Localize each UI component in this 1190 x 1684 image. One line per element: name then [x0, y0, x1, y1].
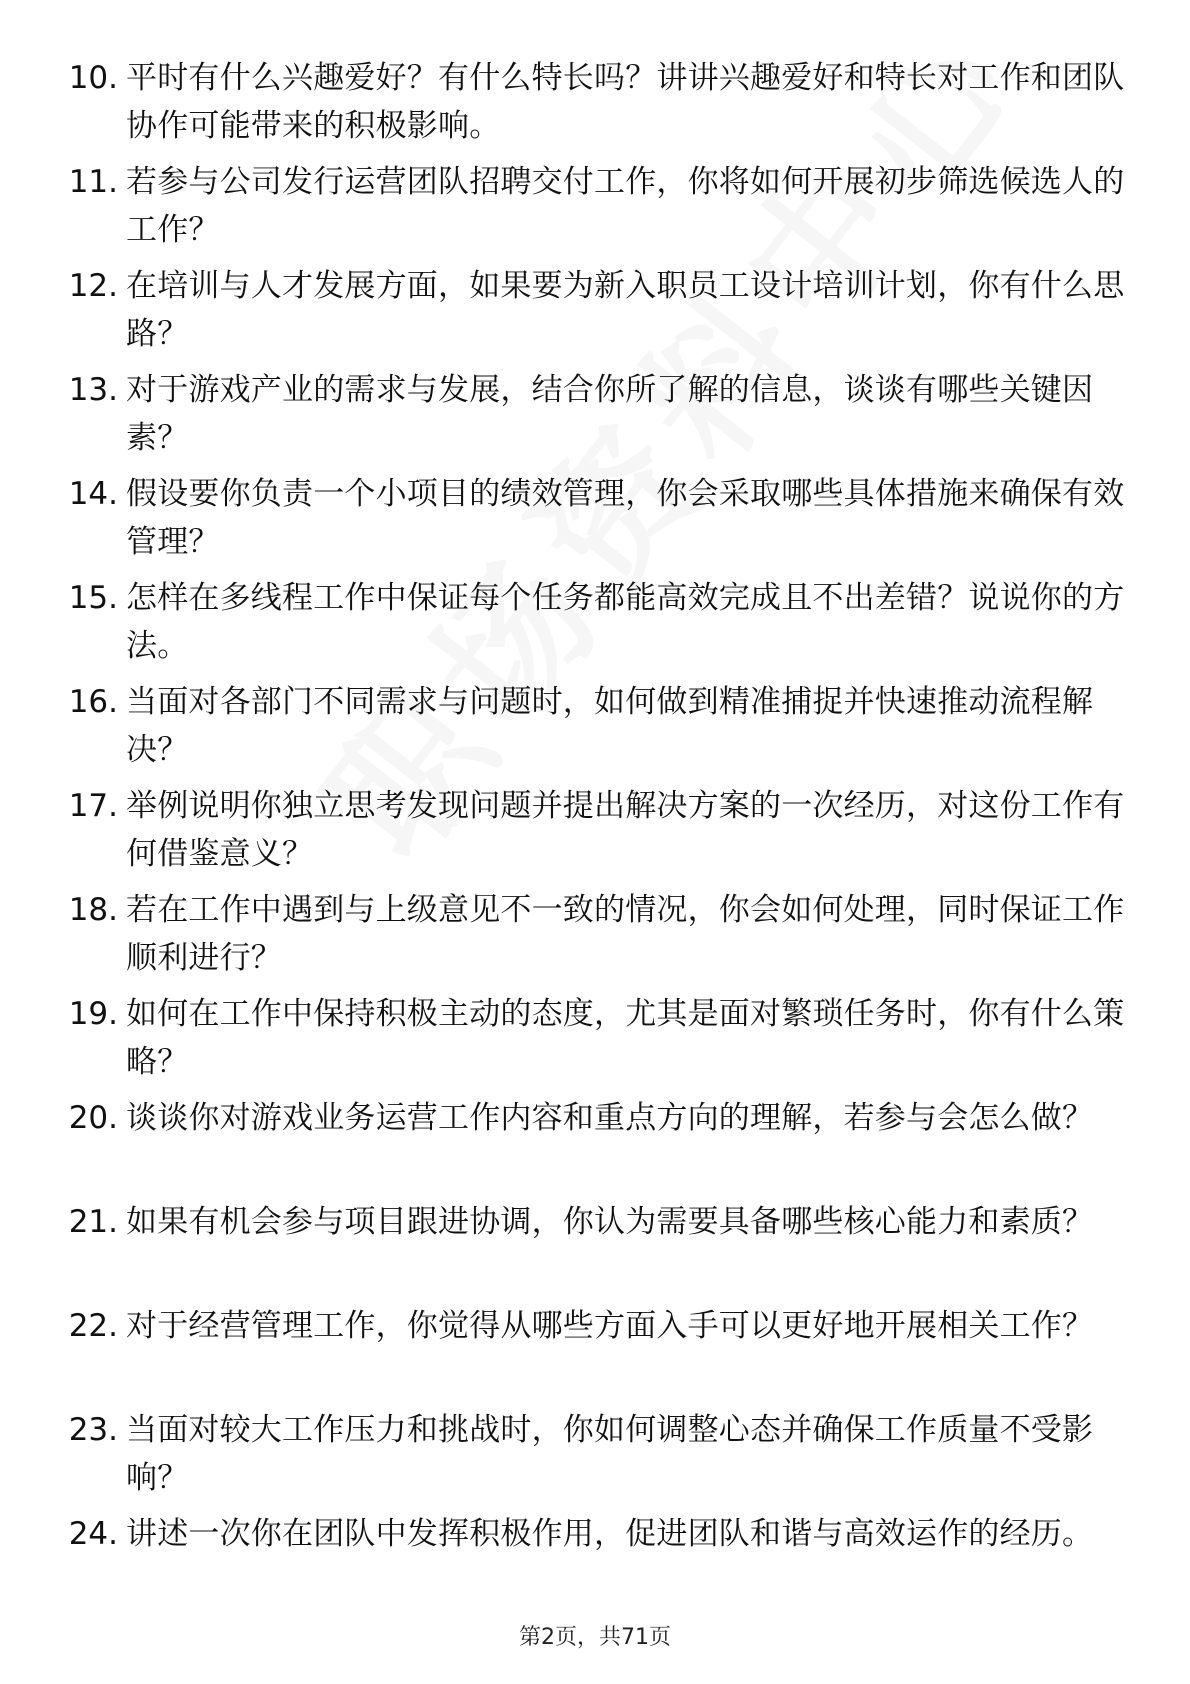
question-number: 15.: [68, 580, 118, 616]
question-text: 谈谈你对游戏业务运营工作内容和重点方向的理解，若参与会怎么做？: [126, 1100, 1094, 1136]
question-text: 举例说明你独立思考发现问题并提出解决方案的一次经历，对这份工作有何借鉴意义？: [126, 788, 1125, 872]
question-text: 对于经营管理工作，你觉得从哪些方面入手可以更好地开展相关工作？: [126, 1308, 1094, 1344]
list-item: [58, 782, 1125, 886]
list-item: [58, 678, 1118, 782]
question-list: [58, 54, 1125, 1614]
question-number: 16.: [68, 684, 118, 720]
question-text: 当面对较大工作压力和挑战时，你如何调整心态并确保工作质量不受影响？: [126, 1412, 1094, 1496]
question-text: 平时有什么兴趣爱好？有什么特长吗？讲讲兴趣爱好和特长对工作和团队协作可能带来的积极影响。: [126, 60, 1125, 144]
question-number: 24.: [68, 1516, 118, 1552]
question-number: 23.: [68, 1412, 118, 1448]
question-number: 22.: [68, 1308, 118, 1344]
list-item: [58, 574, 1125, 678]
question-text: 若在工作中遇到与上级意见不一致的情况，你会如何处理，同时保证工作顺利进行？: [126, 892, 1125, 976]
list-item: [58, 1198, 1118, 1302]
question-number: 21.: [68, 1204, 118, 1240]
question-text: 当面对各部门不同需求与问题时，如何做到精准捕捉并快速推动流程解决？: [126, 684, 1094, 768]
question-text: 怎样在多线程工作中保证每个任务都能高效完成且不出差错？说说你的方法。: [126, 580, 1125, 664]
question-text: 假设要你负责一个小项目的绩效管理，你会采取哪些具体措施来确保有效管理？: [126, 476, 1125, 560]
question-number: 18.: [68, 892, 118, 928]
list-item: [58, 1510, 1118, 1614]
list-item: [58, 366, 1118, 470]
list-item: [58, 1302, 1118, 1406]
question-text: 讲述一次你在团队中发挥积极作用，促进团队和谐与高效运作的经历。: [126, 1516, 1094, 1552]
question-number: 13.: [68, 372, 118, 408]
question-number: 20.: [68, 1100, 118, 1136]
list-item: [58, 1406, 1118, 1510]
list-item: [58, 470, 1125, 574]
list-item: [58, 990, 1125, 1094]
list-item: [58, 1094, 1118, 1198]
question-text: 在培训与人才发展方面，如果要为新入职员工设计培训计划，你有什么思路？: [126, 268, 1125, 352]
question-number: 17.: [68, 788, 118, 824]
question-number: 10.: [68, 60, 118, 96]
list-item: [58, 886, 1125, 990]
question-text: 如何在工作中保持积极主动的态度，尤其是面对繁琐任务时，你有什么策略？: [126, 996, 1125, 1080]
list-item: [58, 158, 1125, 262]
list-item: [58, 262, 1125, 366]
question-text: 对于游戏产业的需求与发展，结合你所了解的信息，谈谈有哪些关键因素？: [126, 372, 1094, 456]
question-number: 19.: [68, 996, 118, 1032]
question-number: 14.: [68, 476, 118, 512]
question-number: 11.: [68, 164, 118, 200]
question-text: 如果有机会参与项目跟进协调，你认为需要具备哪些核心能力和素质？: [126, 1204, 1094, 1240]
list-item: [58, 54, 1125, 158]
question-number: 12.: [68, 268, 118, 304]
page-number: 第2页，共71页: [519, 1625, 671, 1650]
question-text: 若参与公司发行运营团队招聘交付工作，你将如何开展初步筛选候选人的工作？: [126, 164, 1125, 248]
